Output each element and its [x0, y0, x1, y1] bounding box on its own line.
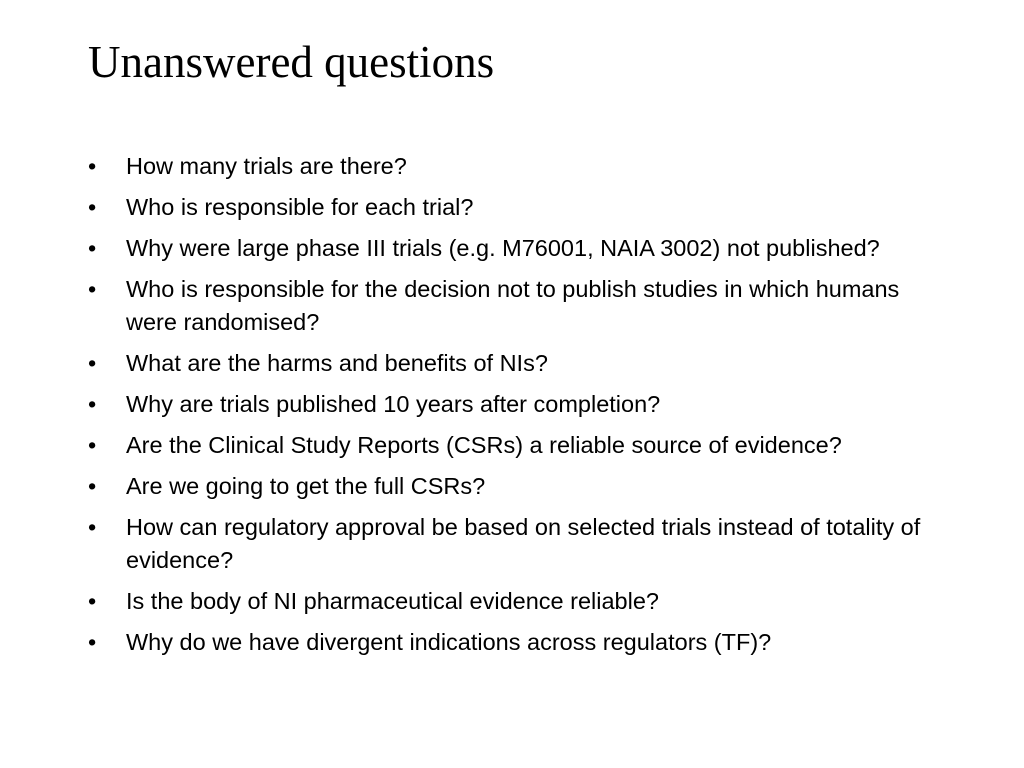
bullet-item-3 — [88, 232, 948, 265]
bullet-text: How many trials are there? — [126, 153, 407, 179]
bullet-item-8 — [88, 470, 948, 503]
bullet-item-10 — [88, 585, 948, 618]
bullet-item-5 — [88, 347, 948, 380]
bullet-text: Are we going to get the full CSRs? — [126, 473, 486, 499]
bullet-list — [88, 150, 948, 667]
bullet-icon: • — [88, 153, 97, 179]
bullet-text: What are the harms and benefits of NIs? — [126, 350, 548, 376]
bullet-text: Who is responsible for each trial? — [126, 194, 474, 220]
bullet-icon: • — [88, 588, 97, 614]
bullet-text: Are the Clinical Study Reports (CSRs) a reliable source of evidence? — [126, 432, 842, 458]
bullet-text: Who is responsible for the decision not to publish studies in which humans were randomised? — [126, 276, 900, 335]
bullet-item-2 — [88, 191, 948, 224]
bullet-icon: • — [88, 276, 97, 302]
bullet-text: Why were large phase III trials (e.g. M76001, NAIA 3002) not published? — [126, 235, 880, 261]
slide-title: Unanswered questions — [88, 37, 495, 87]
bullet-item-1 — [88, 150, 948, 183]
bullet-icon: • — [88, 629, 97, 655]
bullet-icon: • — [88, 514, 97, 540]
bullet-item-9 — [88, 511, 948, 577]
bullet-icon: • — [88, 350, 97, 376]
bullet-icon: • — [88, 432, 97, 458]
bullet-item-11 — [88, 626, 948, 659]
bullet-icon: • — [88, 194, 97, 220]
bullet-icon: • — [88, 235, 97, 261]
bullet-text: Why do we have divergent indications across regulators (TF)? — [126, 629, 772, 655]
bullet-text: Why are trials published 10 years after completion? — [126, 391, 661, 417]
bullet-item-7 — [88, 429, 948, 462]
bullet-item-4 — [88, 273, 948, 339]
bullet-icon: • — [88, 473, 97, 499]
bullet-text: How can regulatory approval be based on selected trials instead of totality of evidence? — [126, 514, 921, 573]
bullet-text: Is the body of NI pharmaceutical evidence reliable? — [126, 588, 659, 614]
bullet-item-6 — [88, 388, 948, 421]
bullet-icon: • — [88, 391, 97, 417]
